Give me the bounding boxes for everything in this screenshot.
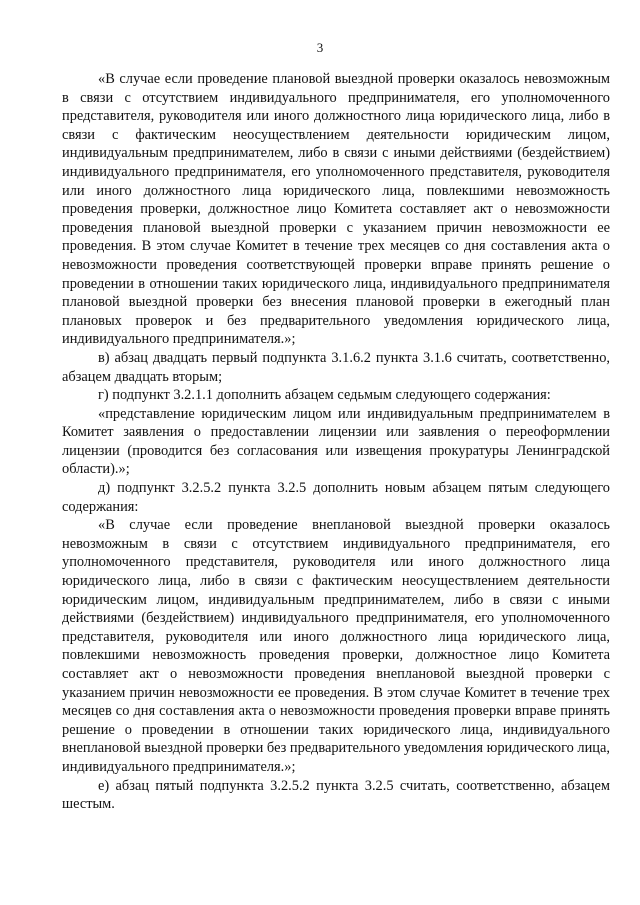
- paragraph-license-application: «представление юридическим лицом или индивидуальным предпринимателем в Комитет заявления о предоставлении лицензии или заявления о переоформлении лицензии (проводится без согласования или извещения прокуратуры Ленинградской области).»;: [62, 405, 610, 478]
- paragraph-item-d: д) подпункт 3.2.5.2 пункта 3.2.5 дополнить новым абзацем пятым следующего содержания:: [62, 480, 610, 515]
- paragraph-unplanned-inspection-impossible: «В случае если проведение внеплановой выездной проверки оказалось невозможным в связи с отсутствием индивидуального предпринимателя, его уполномоченного представителя, руководителя или иного должностного лица юридического лица, либо в связи с фактическим неосуществлением деятельности юридическим лицом, индивидуальным предпринимателем, либо в связи с иными действиями (бездействием) индивидуального предпринимателя, его уполномоченного представителя, руководителя или иного должностного лица юридического лица, повлекшими невозможность проведения проверки, должностное лицо Комитета составляет акт о невозможности проведения внеплановой выездной проверки с указанием причин невозможности ее проведения. В этом случае Комитет в течение трех месяцев со дня составления акта о невозможности проведения проверки вправе принять решение о проведении в отношении таких юридического лица, индивидуального внеплановой выездной проверки без предварительного уведомления юридического лица, индивидуального предпринимателя.»;: [62, 517, 610, 775]
- page-number: 3: [316, 40, 324, 55]
- document-body: [62, 70, 610, 814]
- paragraph-planned-inspection-impossible: «В случае если проведение плановой выездной проверки оказалось невозможным в связи с отсутствием индивидуального предпринимателя, его уполномоченного представителя, руководителя или иного должностного лица юридического лица, либо в связи с фактическим неосуществлением деятельности юридическим лицом, индивидуальным предпринимателем, либо в связи с иными действиями (бездействием) индивидуального предпринимателя, его уполномоченного представителя, руководителя или иного должностного лица юридического лица, повлекшими невозможность проведения проверки, должностное лицо Комитета составляет акт о невозможности проведения плановой выездной проверки с указанием причин невозможности ее проведения. В этом случае Комитет в течение трех месяцев со дня составления акта о невозможности проведения соответствующей проверки вправе принять решение о проведении в отношении таких юридического лица, индивидуального предпринимателя плановой выездной проверки без внесения плановой проверки в ежегодный план плановых проверок и без предварительного уведомления юридического лица, индивидуального предпринимателя.»;: [62, 71, 610, 348]
- paragraph-item-v: в) абзац двадцать первый подпункта 3.1.6.2 пункта 3.1.6 считать, соответственно, абзацем двадцать вторым;: [62, 349, 610, 385]
- paragraph-item-g: г) подпункт 3.2.1.1 дополнить абзацем седьмым следующего содержания:: [98, 387, 551, 404]
- paragraph-item-e: е) абзац пятый подпункта 3.2.5.2 пункта 3.2.5 считать, соответственно, абзацем шестым.: [62, 777, 610, 813]
